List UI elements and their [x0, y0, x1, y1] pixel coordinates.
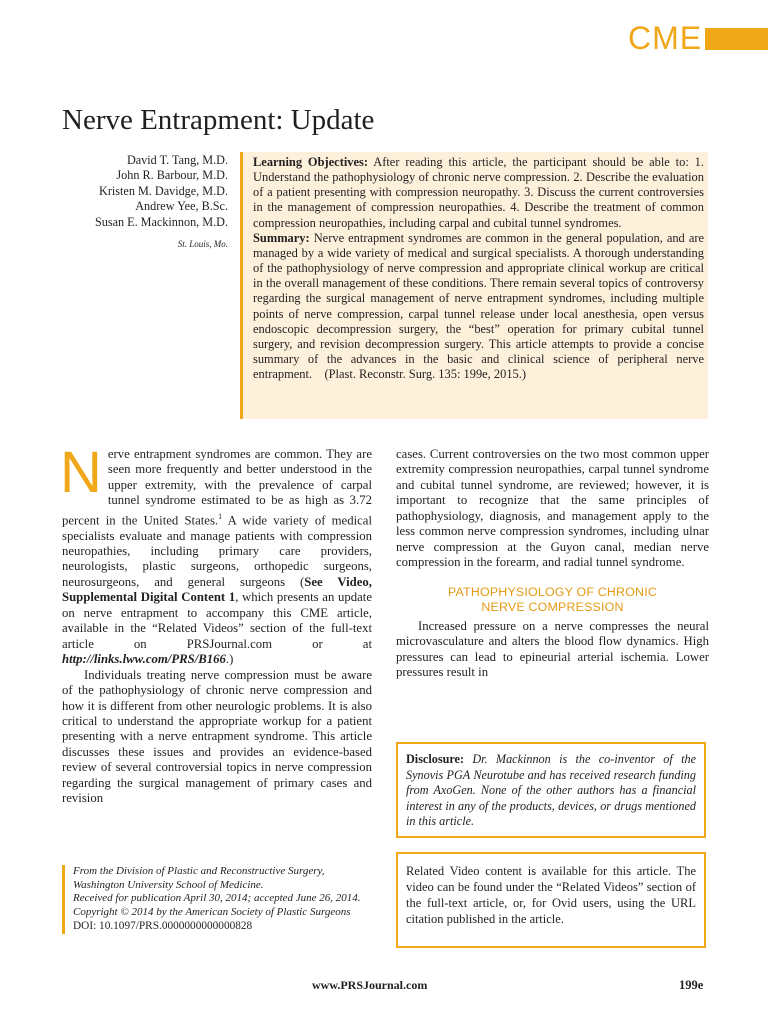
cme-label: CME: [628, 20, 703, 56]
author-list: [60, 153, 228, 252]
body-text: A wide variety of medical specialists evaluate and manage patients with compression neuropathies, including primary care providers, neurologists, plastic surgeons, orthopedic surgeons, neurosurgeons, and general surgeons (: [62, 513, 372, 589]
article-footnote: [62, 865, 375, 934]
author-name: David T. Tang, M.D.: [126, 153, 228, 167]
section-heading-line: PATHOPHYSIOLOGY OF CHRONIC: [448, 584, 657, 599]
body-text: , which presents an update on nerve entrapment to accompany this CME article, available in the “Related Videos” section of the full-text article on PRSJournal.com or at: [62, 590, 372, 651]
learning-objectives-text: After reading this article, the participant should be able to: 1. Understand the pathophysiology of chronic nerve compression. 2. Describe the evaluation of a patient presenting with compression neuropathy. 3. Discuss the current controversies in the management of compression neuropathies. 4. Describe the treatment of common compression neuropathies, including carpal and cubital tunnel syndromes.: [253, 155, 704, 230]
related-video-box: [396, 852, 706, 948]
footnote-affiliation: From the Division of Plastic and Reconstructive Surgery, Washington University School of Medicine.: [73, 865, 325, 891]
author-name: Susan E. Mackinnon, M.D.: [94, 214, 228, 229]
body-column-right: [396, 447, 709, 680]
drop-cap: N: [60, 440, 102, 505]
body-paragraph: Individuals treating nerve compression must be aware of the pathophysiology of chronic nerve compression and how it is different from other neurologic problems. It is also critical to understand the appropriate workup for a patient presenting with a nerve entrapment syndrome. This article discusses these issues and provides an evidence-based review of several controversial topics in nerve compression regarding the surgical management of primary cases and revision: [62, 667, 372, 806]
disclosure-box: [396, 742, 706, 838]
author-name: Kristen M. Davidge, M.D.: [99, 183, 228, 198]
author-name: John R. Barbour, M.D.: [116, 168, 228, 183]
learning-objectives: [253, 155, 704, 231]
summary-citation: (Plast. Reconstr. Surg. 135: 199e, 2015.): [324, 367, 527, 382]
learning-objectives-label: Learning Objectives:: [253, 155, 369, 169]
section-heading-line: NERVE COMPRESSION: [481, 599, 624, 614]
doi-link[interactable]: DOI: 10.1097/PRS.0000000000000828: [73, 920, 253, 933]
disclosure-text: Dr. Mackinnon is the co-inventor of the Synovis PGA Neurotube and has received research funding from AxoGen. None of the other authors has a financial interest in any of the products, devices, or drugs mentioned in this article.: [406, 752, 696, 829]
article-title: Nerve Entrapment: Update: [62, 104, 375, 136]
page-number: 199e: [679, 978, 704, 992]
footnote-received: Received for publication April 30, 2014; accepted June 26, 2014.: [73, 892, 361, 905]
section-heading: [396, 585, 709, 615]
body-paragraph: [60, 440, 372, 668]
learning-objectives-box: [240, 152, 708, 419]
cme-accent-bar: [705, 28, 768, 50]
see-video-link[interactable]: See Video, Supplemental Digital Content 1: [62, 574, 372, 605]
journal-url-link[interactable]: www.PRSJournal.com: [312, 978, 428, 992]
author-location: St. Louis, Mo.: [177, 239, 228, 250]
body-paragraph: Increased pressure on a nerve compresses the neural microvasculature and alters the blood flow dynamics. High pressures can lead to epineurial arterial ischemia. Lower pressures result in: [396, 618, 709, 679]
related-video-text: Related Video content is available for this article. The video can be found under the “Related Videos” section of the full-text article, or, for Ovid users, using the URL citation published in the article.: [406, 864, 696, 926]
video-url-link[interactable]: http://links.lww.com/PRS/B166: [62, 652, 226, 667]
summary-label: Summary:: [253, 230, 310, 245]
summary-text: Nerve entrapment syndromes are common in the general population, and are managed by a wide variety of medical and surgical specialists. A thorough understanding of the pathophysiology of nerve compression and appropriate clinical workup are critical in the overall management of these conditions. There remain several topics of controversy regarding the surgical management of nerve entrapment syndromes, including multiple points of nerve compression, carpal tunnel release under local anesthesia, open versus endoscopic decompression surgery, the “best” operation for primary cubital tunnel surgery, and revision decompression surgery. This article attempts to provide a concise summary of the advances in the basic and clinical science of peripheral nerve entrapment.: [253, 230, 704, 382]
author-name: Andrew Yee, B.Sc.: [135, 199, 228, 214]
disclosure-label: Disclosure:: [406, 752, 464, 766]
body-paragraph: cases. Current controversies on the two most common upper extremity compression neuropathies, carpal tunnel syndrome and cubital tunnel syndrome, are reviewed; however, it is important to recognize that the same principles of pathophysiology, diagnosis, and management apply to the less common nerve compression syndromes, including ulnar nerve compression at the Guyon canal, median nerve compression in the forearm, and radial tunnel syndrome.: [396, 447, 709, 570]
body-text: .): [225, 652, 234, 667]
footnote-copyright: Copyright © 2014 by the American Society of Plastic Surgeons: [73, 905, 351, 918]
summary: [253, 231, 704, 383]
reference-superscript[interactable]: 1: [218, 511, 223, 521]
body-text: erve entrapment syndromes are common. They are seen more frequently and better understood in the upper extremity, with the prevalence of carpal tunnel syndrome estimated to be as high as 3.72 percent in the United States.: [62, 447, 372, 528]
body-column-left: [60, 440, 372, 807]
